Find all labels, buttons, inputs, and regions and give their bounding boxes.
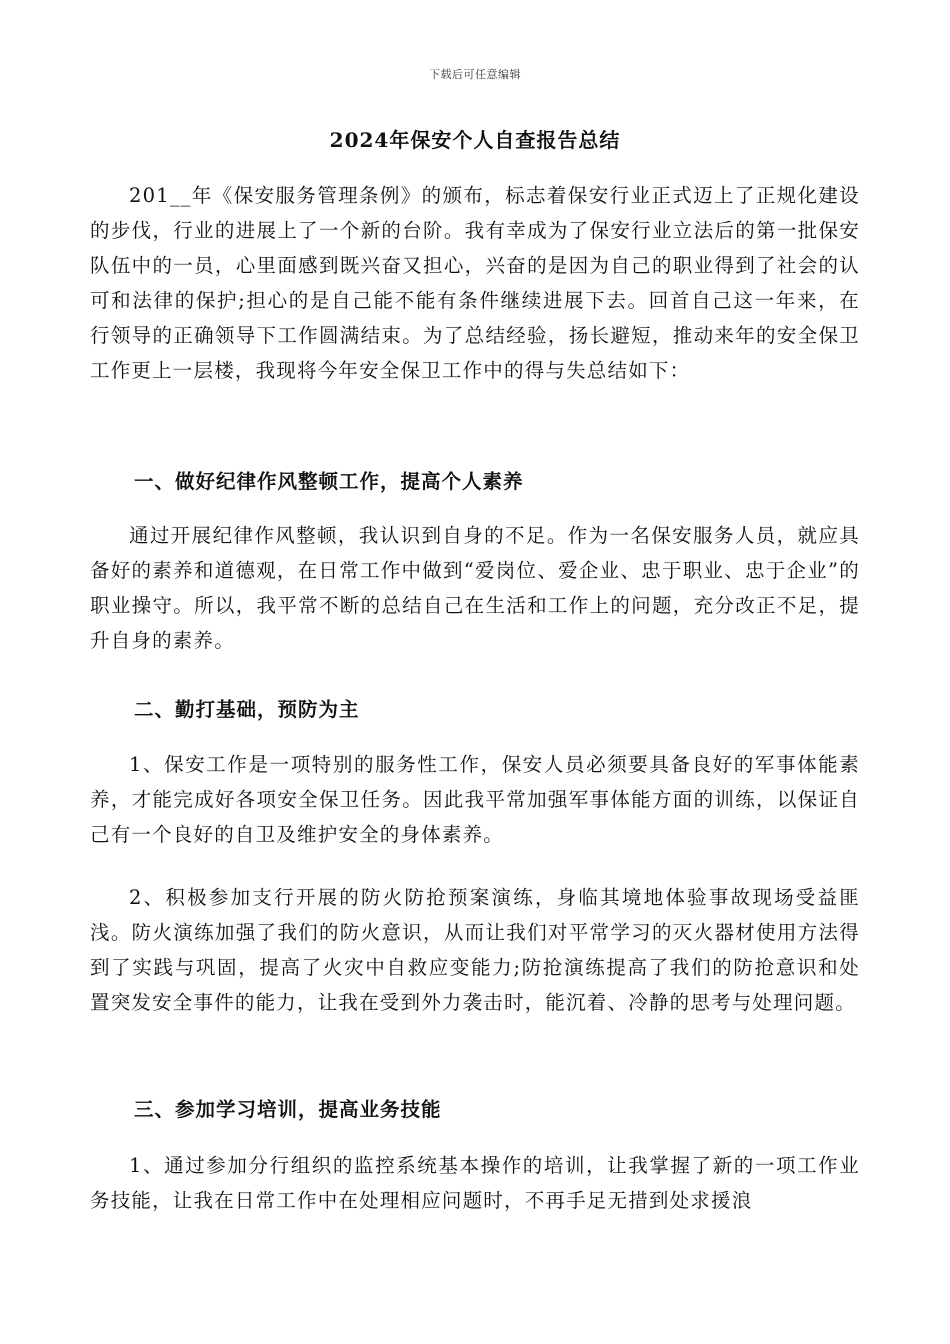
section-1-paragraph-1: 通过开展纪律作风整顿，我认识到自身的不足。作为一名保安服务人员，就应具备好的素养和道德观，在日常工作中做到“爱岗位、爱企业、忠于职业、忠于企业”的职业操守。所以，我平常不断的总结自己在生活和工作上的问题，充分改正不足，提升自身的素养。 bbox=[90, 524, 860, 652]
section-3-paragraph-1: 1、通过参加分行组织的监控系统基本操作的培训，让我掌握了新的一项工作业务技能，让我在日常工作中在处理相应问题时，不再手足无措到处求援浪 bbox=[90, 1154, 860, 1212]
section-1-block bbox=[90, 518, 860, 658]
section-2-block-2 bbox=[90, 880, 860, 1020]
header-note: 下载后可任意编辑 bbox=[429, 68, 521, 81]
intro-block bbox=[90, 178, 860, 388]
section-2-block-1 bbox=[90, 747, 860, 852]
section-heading-1: 一、做好纪律作风整顿工作，提高个人素养 bbox=[134, 470, 524, 493]
page-title: 2024年保安个人自查报告总结 bbox=[329, 128, 621, 152]
section-2-paragraph-1: 1、保安工作是一项特别的服务性工作，保安人员必须要具备良好的军事体能素养，才能完成好各项安全保卫任务。因此我平常加强军事体能方面的训练，以保证自己有一个良好的自卫及维护安全的身体素养。 bbox=[90, 753, 860, 846]
section-heading-3: 三、参加学习培训，提高业务技能 bbox=[134, 1098, 442, 1121]
intro-paragraph: 201__年《保安服务管理条例》的颁布，标志着保安行业正式迈上了正规化建设的步伐，行业的进展上了一个新的台阶。我有幸成为了保安行业立法后的第一批保安队伍中的一员，心里面感到既兴奋又担心，兴奋的是因为自己的职业得到了社会的认可和法律的保护;担心的是自己能不能有条件继续进展下去。回首自己这一年来，在行领导的正确领导下工作圆满结束。为了总结经验，扬长避短，推动来年的安全保卫工作更上一层楼，我现将今年安全保卫工作中的得与失总结如下： bbox=[90, 184, 860, 382]
section-heading-2: 二、勤打基础，预防为主 bbox=[134, 698, 360, 721]
section-2-paragraph-2: 2、积极参加支行开展的防火防抢预案演练，身临其境地体验事故现场受益匪浅。防火演练加强了我们的防火意识，从而让我们对平常学习的灭火器材使用方法得到了实践与巩固，提高了火灾中自救应变能力;防抢演练提高了我们的防抢意识和处置突发安全事件的能力，让我在受到外力袭击时，能沉着、冷静的思考与处理问题。 bbox=[90, 886, 860, 1014]
section-3-block-1 bbox=[90, 1148, 860, 1218]
